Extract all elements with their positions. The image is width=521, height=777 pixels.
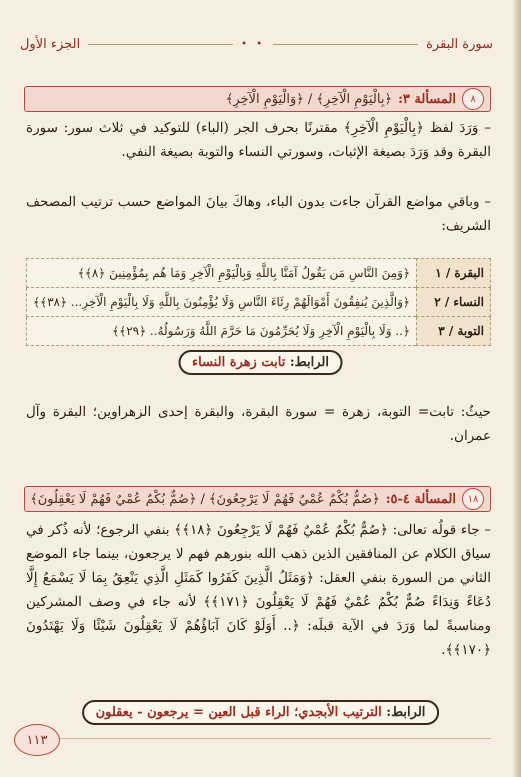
link-key: الرابط: xyxy=(386,705,426,720)
table-row-label: التوبة / ٣ xyxy=(416,317,490,346)
ayah-table xyxy=(26,258,491,346)
link-value: الترتيب الأبجدي؛ الراء قبل العين = يرجعون - يعقلون xyxy=(95,705,382,720)
ayah-a: ﴿صُمٌّ بُكْمٌ عُمْيٌ فَهُمْ لَا يَرْجِعُونَ﴾ xyxy=(208,491,380,507)
ayah-b: ﴿صُمٌّ بُكْمٌ عُمْيٌ فَهُمْ لَا يَعْقِلُونَ﴾ xyxy=(30,491,197,507)
surah-name: سورة البقرة xyxy=(426,36,493,52)
table-row xyxy=(27,259,491,288)
footer-rule xyxy=(60,738,491,739)
page-number: ١١٣ xyxy=(14,724,60,756)
page-spine xyxy=(513,0,521,777)
table-row-label: البقرة / ١ xyxy=(416,259,490,288)
separator: / xyxy=(307,91,313,107)
ayah-b: ﴿وَالْيَوْمِ الْآخِرِ﴾ xyxy=(225,91,304,107)
table-row xyxy=(27,317,491,346)
issue-title: المسألة ٤-٥: xyxy=(385,491,456,507)
table-row-ayah: ﴿وَمِنَ النَّاسِ مَن يَقُولُ آمَنَّا بِاللَّهِ وَبِالْيَوْمِ الْآخِرِ وَمَا هُم بِمُؤْمِنِينَ ﴿٨﴾﴾ xyxy=(27,259,417,288)
verse-number-badge: ١٨ xyxy=(462,488,484,510)
paragraph-4: – جاء قولُه تعالى: ﴿صُمٌّ بُكْمٌ عُمْيٌ فَهُمْ لَا يَرْجِعُونَ ﴿١٨﴾﴾ بنفي الرجوع؛ لأنه ذُكر في سياق الكلام عن المنافقين الذين ذهب الله بنورهم فهم لا يرجعون، بينما جاء الموضع الثاني من السورة بنفي العقل: ﴿وَمَثَلُ الَّذِينَ كَفَرُوا كَمَثَلِ الَّذِي يَنْعِقُ بِمَا لَا يَسْمَعُ إِلَّا دُعَاءً وَنِدَاءً صُمٌّ بُكْمٌ عُمْيٌ فَهُمْ لَا يَعْقِلُونَ ﴿١٧١﴾﴾ لأنه جاء في وصف المشركين ومناسبةً لما وَرَدَ في الآية قبلَه: ﴿.. أَوَلَوْ كَانَ آبَاؤُهُمْ لَا يَعْقِلُونَ شَيْئًا وَلَا يَهْتَدُونَ ﴿١٧٠﴾﴾. xyxy=(26,522,491,658)
separator: / xyxy=(200,491,205,507)
running-header xyxy=(20,34,493,54)
link-box-2 xyxy=(82,700,440,725)
issue-3-heading xyxy=(24,86,491,112)
link-value: تابت زهرة النساء xyxy=(192,355,286,370)
paragraph-3: حيثُ: تابت= التوبة، زهرة = سورة البقرة، والبقرة إحدى الزهراوين؛ البقرة وآل عمران. xyxy=(26,404,491,444)
header-rule xyxy=(273,44,418,45)
link-box-1 xyxy=(178,350,343,375)
table-row xyxy=(27,288,491,317)
paragraph-1: – وَرَدَ لفظ ﴿بِالْيَوْمِ الْآخِرِ﴾ مقترنًا بحرف الجر (الباء) للتوكيد في ثلاث سور: سورة البقرة وقد وَرَدَ بصيغة الإثبات، وسورتي النساء والتوبة بصيغة النفي. xyxy=(26,120,491,160)
header-rule xyxy=(88,44,233,45)
paragraph-2: – وباقي مواضع القرآن جاءت بدون الباء، وهاكَ بيانَ المواضع حسب ترتيب المصحف الشريف: xyxy=(26,194,491,234)
link-key: الرابط: xyxy=(289,355,329,370)
juz-label: الجزء الأول xyxy=(19,36,81,52)
table-row-label: النساء / ٢ xyxy=(416,288,490,317)
ayah-a: ﴿بِالْيَوْمِ الْآخِرِ﴾ xyxy=(316,91,393,107)
issue-4-5-heading xyxy=(24,486,491,512)
table-row-ayah: ﴿وَالَّذِينَ يُنفِقُونَ أَمْوَالَهُمْ رِئَاءَ النَّاسِ وَلَا يُؤْمِنُونَ بِاللَّهِ وَلَا بِالْيَوْمِ الْآخِرِ... ﴿٣٨﴾﴾ xyxy=(27,288,417,317)
verse-number-badge: ٨ xyxy=(462,88,484,110)
header-ornament: • • xyxy=(241,38,266,50)
issue-title: المسألة ٣: xyxy=(398,91,456,107)
table-row-ayah: ﴿.. وَلَا بِالْيَوْمِ الْآخِرِ وَلَا يُحَرِّمُونَ مَا حَرَّمَ اللَّهُ وَرَسُولُهُ.. ﴿٢٩﴾﴾ xyxy=(27,317,417,346)
